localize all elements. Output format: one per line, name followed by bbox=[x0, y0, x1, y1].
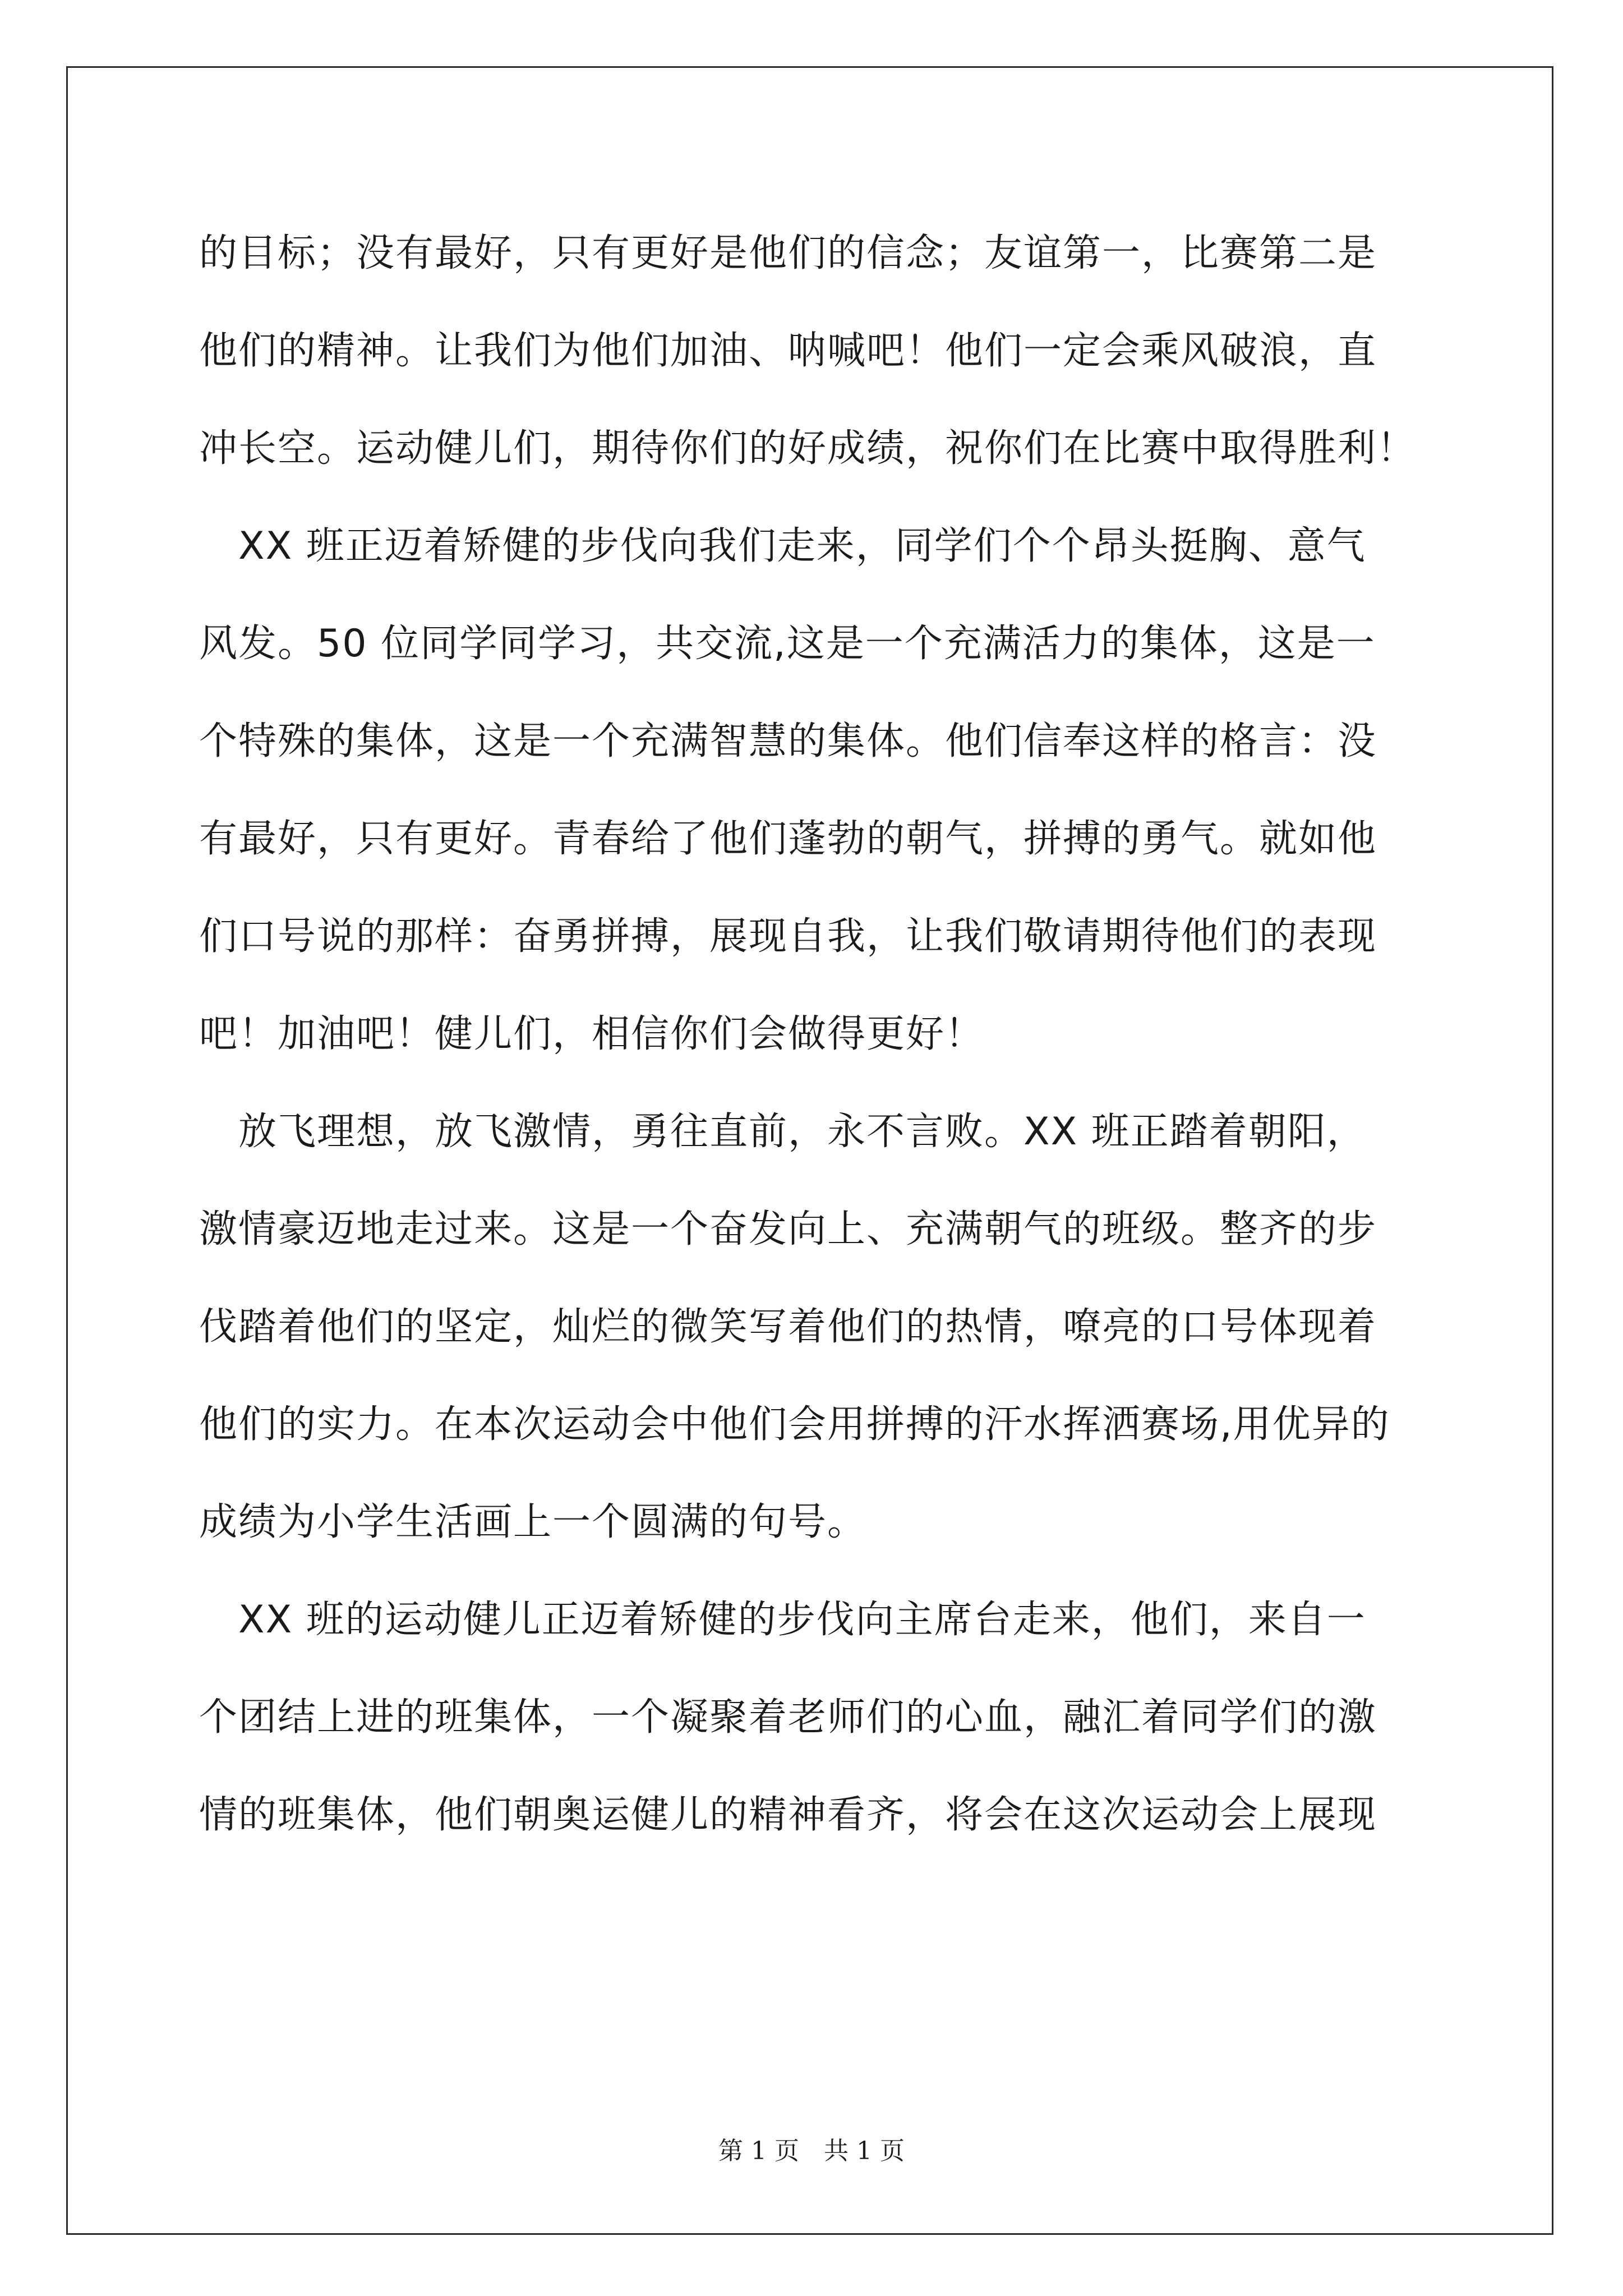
text-line: 激情豪迈地走过来。这是一个奋发向上、充满朝气的班级。整齐的步 bbox=[199, 1207, 1377, 1251]
text-line: 们口号说的那样：奋勇拼搏，展现自我，让我们敬请期待他们的表现 bbox=[199, 914, 1377, 959]
text-line: 个特殊的集体，这是一个充满智慧的集体。他们信奉这样的格言：没 bbox=[199, 719, 1377, 763]
text-line: 伐踏着他们的坚定，灿烂的微笑写着他们的热情，嘹亮的口号体现着 bbox=[199, 1305, 1377, 1349]
text-line: 冲长空。运动健儿们，期待你们的好成绩，祝你们在比赛中取得胜利！ bbox=[199, 426, 1417, 471]
text-line: 风发。50 位同学同学习，共交流,这是一个充满活力的集体，这是一 bbox=[199, 622, 1376, 666]
text-line: 放飞理想，放飞激情，勇往直前，永不言败。XX 班正踏着朝阳， bbox=[199, 1110, 1366, 1154]
page-footer: 第 1 页 共 1 页 bbox=[718, 2137, 905, 2165]
text-line: XX 班的运动健儿正迈着矫健的步伐向主席台走来，他们，来自一 bbox=[199, 1598, 1366, 1642]
text-line: 的目标；没有最好，只有更好是他们的信念；友谊第一，比赛第二是 bbox=[199, 231, 1377, 275]
text-line: 成绩为小学生活画上一个圆满的句号。 bbox=[199, 1500, 867, 1544]
text-line: 有最好，只有更好。青春给了他们蓬勃的朝气，拼搏的勇气。就如他 bbox=[199, 817, 1377, 861]
text-line: 他们的精神。让我们为他们加油、呐喊吧！他们一定会乘风破浪，直 bbox=[199, 329, 1377, 373]
text-line: XX 班正迈着矫健的步伐向我们走来，同学们个个昂头挺胸、意气 bbox=[199, 524, 1366, 568]
text-line: 个团结上进的班集体，一个凝聚着老师们的心血，融汇着同学们的激 bbox=[199, 1695, 1377, 1740]
text-line: 情的班集体，他们朝奥运健儿的精神看齐，将会在这次运动会上展现 bbox=[199, 1793, 1377, 1837]
text-line: 吧！加油吧！健儿们，相信你们会做得更好！ bbox=[199, 1012, 985, 1056]
document-body bbox=[199, 205, 1433, 1864]
text-line: 他们的实力。在本次运动会中他们会用拼搏的汗水挥洒赛场,用优异的 bbox=[199, 1402, 1390, 1447]
